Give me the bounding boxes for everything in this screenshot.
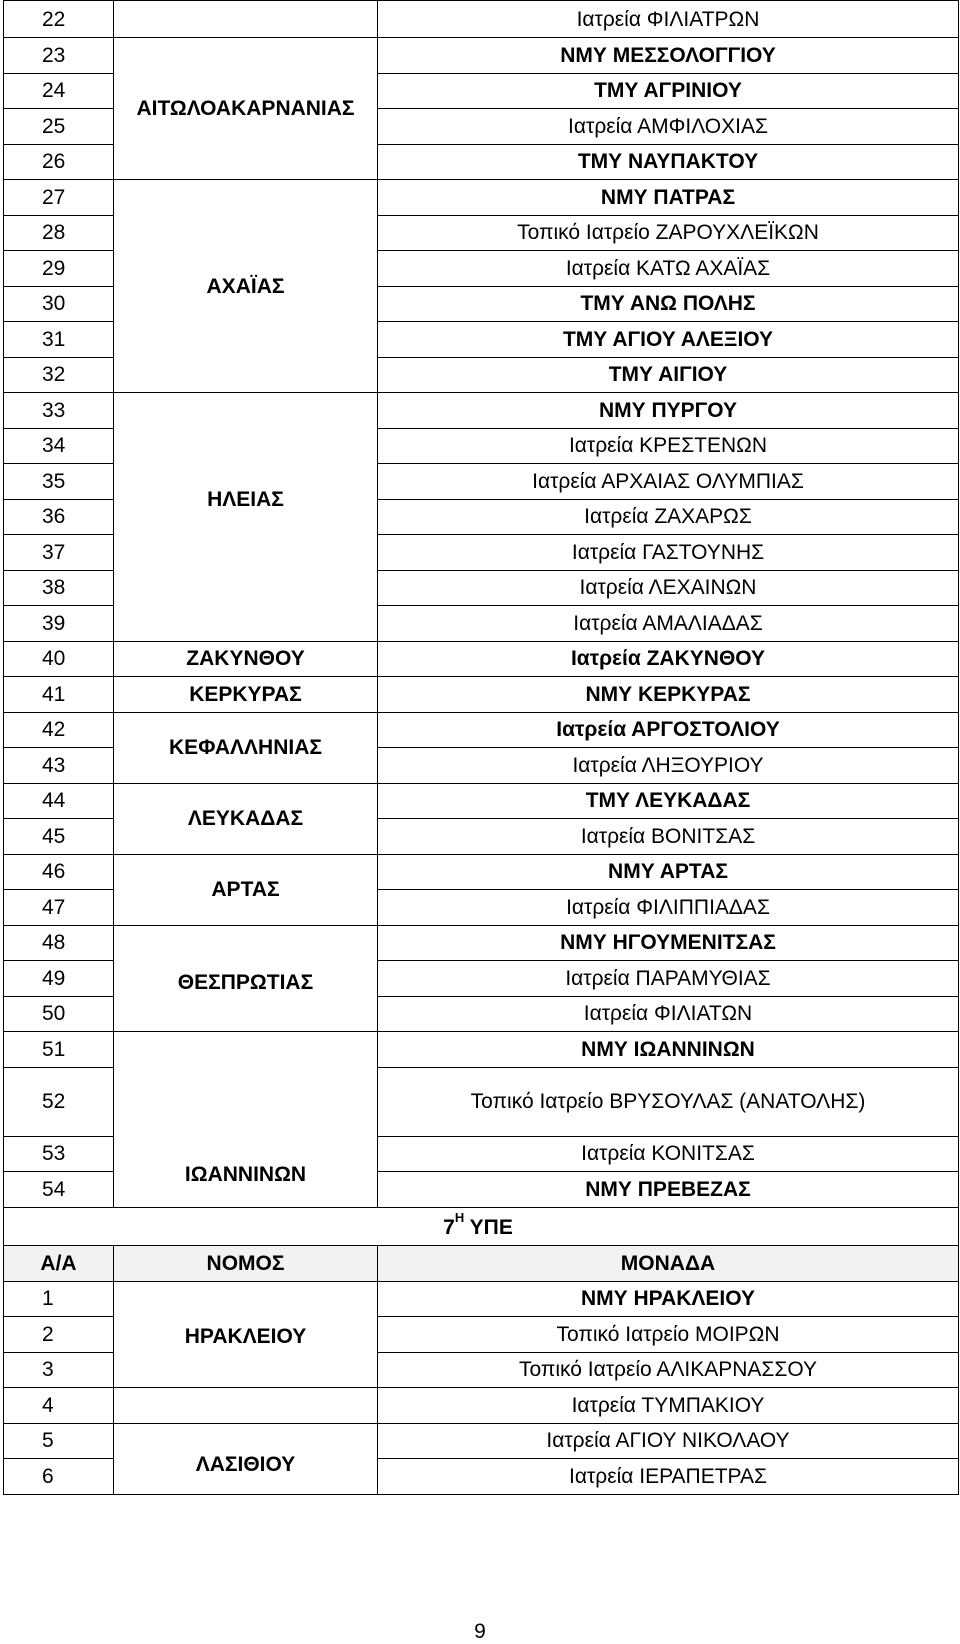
- row-number: 51: [4, 1032, 114, 1068]
- table-row: [4, 38, 959, 74]
- unit-cell: ΤΜΥ ΑΙΓΙΟΥ: [378, 357, 959, 393]
- row-number: 28: [4, 215, 114, 251]
- row-number: 3: [4, 1352, 114, 1388]
- row-number: 39: [4, 606, 114, 642]
- table-row: [4, 712, 959, 748]
- table-row: [4, 1281, 959, 1317]
- table-row: [4, 925, 959, 961]
- units-table: [3, 0, 959, 1495]
- nomos-cell: ΚΕΦΑΛΛΗΝΙΑΣ: [114, 712, 378, 783]
- unit-cell: Ιατρεία ΦΙΛΙΑΤΩΝ: [378, 996, 959, 1032]
- unit-cell: Ιατρεία ΖΑΚΥΝΘΟΥ: [378, 641, 959, 677]
- table-row: [4, 1, 959, 38]
- unit-cell: Ιατρεία ΚΟΝΙΤΣΑΣ: [378, 1136, 959, 1172]
- nomos-cell: ΑΡΤΑΣ: [114, 854, 378, 925]
- unit-cell: ΝΜΥ ΜΕΣΣΟΛΟΓΓΙΟΥ: [378, 38, 959, 74]
- unit-cell: Ιατρεία ΙΕΡΑΠΕΤΡΑΣ: [378, 1459, 959, 1495]
- nomos-cell: ΛΕΥΚΑΔΑΣ: [114, 783, 378, 854]
- header-aa: Α/Α: [4, 1245, 114, 1281]
- row-number: 45: [4, 819, 114, 855]
- row-number: 43: [4, 748, 114, 784]
- row-number: 50: [4, 996, 114, 1032]
- unit-cell: ΤΜΥ ΝΑΥΠΑΚΤΟΥ: [378, 144, 959, 180]
- table-row: [4, 854, 959, 890]
- unit-cell: ΝΜΥ ΙΩΑΝΝΙΝΩΝ: [378, 1032, 959, 1068]
- nomos-cell: [114, 1388, 378, 1424]
- row-number: 32: [4, 357, 114, 393]
- unit-cell: Ιατρεία ΚΡΕΣΤΕΝΩΝ: [378, 428, 959, 464]
- page-number: 9: [474, 1620, 486, 1643]
- row-number: 22: [4, 1, 114, 38]
- nomos-cell: ΙΩΑΝΝΙΝΩΝ: [114, 1032, 378, 1208]
- unit-cell: Ιατρεία ΑΡΓΟΣΤΟΛΙΟΥ: [378, 712, 959, 748]
- unit-cell: Ιατρεία ΠΑΡΑΜΥΘΙΑΣ: [378, 961, 959, 997]
- unit-cell: Ιατρεία ΒΟΝΙΤΣΑΣ: [378, 819, 959, 855]
- row-number: 24: [4, 73, 114, 109]
- section-title-text: ΥΠΕ: [469, 1215, 513, 1239]
- row-number: 29: [4, 251, 114, 287]
- unit-cell: ΝΜΥ ΚΕΡΚΥΡΑΣ: [378, 677, 959, 713]
- unit-cell: ΤΜΥ ΑΝΩ ΠΟΛΗΣ: [378, 286, 959, 322]
- unit-cell: ΝΜΥ ΗΡΑΚΛΕΙΟΥ: [378, 1281, 959, 1317]
- table-header-row: [4, 1245, 959, 1281]
- unit-cell: ΝΜΥ ΑΡΤΑΣ: [378, 854, 959, 890]
- table-row: [4, 783, 959, 819]
- nomos-cell: ΛΑΣΙΘΙΟΥ: [114, 1423, 378, 1494]
- row-number: 34: [4, 428, 114, 464]
- unit-cell: Ιατρεία ΖΑΧΑΡΩΣ: [378, 499, 959, 535]
- unit-cell: ΤΜΥ ΛΕΥΚΑΔΑΣ: [378, 783, 959, 819]
- unit-cell: ΝΜΥ ΠΡΕΒΕΖΑΣ: [378, 1172, 959, 1208]
- table-row: [4, 1388, 959, 1424]
- unit-cell: Ιατρεία ΑΓΙΟΥ ΝΙΚΟΛΑΟΥ: [378, 1423, 959, 1459]
- row-number: 46: [4, 854, 114, 890]
- row-number: 6: [4, 1459, 114, 1495]
- row-number: 49: [4, 961, 114, 997]
- section-title-superscript: Η: [454, 1209, 465, 1225]
- unit-cell: ΝΜΥ ΠΑΤΡΑΣ: [378, 180, 959, 216]
- row-number: 48: [4, 925, 114, 961]
- table-row: [4, 1423, 959, 1459]
- unit-cell: Τοπικό Ιατρείο ΒΡΥΣΟΥΛΑΣ (ΑΝΑΤΟΛΗΣ): [378, 1067, 959, 1136]
- row-number: 41: [4, 677, 114, 713]
- table-row: [4, 393, 959, 429]
- unit-cell: Τοπικό Ιατρείο ΖΑΡΟΥΧΛΕΪΚΩΝ: [378, 215, 959, 251]
- row-number: 4: [4, 1388, 114, 1424]
- unit-cell: ΤΜΥ ΑΓΙΟΥ ΑΛΕΞΙΟΥ: [378, 322, 959, 358]
- nomos-cell: [114, 1, 378, 38]
- row-number: 47: [4, 890, 114, 926]
- nomos-cell: ΘΕΣΠΡΩΤΙΑΣ: [114, 925, 378, 1032]
- row-number: 53: [4, 1136, 114, 1172]
- row-number: 37: [4, 535, 114, 571]
- table-row: [4, 641, 959, 677]
- unit-cell: ΤΜΥ ΑΓΡΙΝΙΟΥ: [378, 73, 959, 109]
- nomos-cell: ΖΑΚΥΝΘΟΥ: [114, 641, 378, 677]
- header-monada: ΜΟΝΑΔΑ: [378, 1245, 959, 1281]
- unit-cell: Ιατρεία ΑΡΧΑΙΑΣ ΟΛΥΜΠΙΑΣ: [378, 464, 959, 500]
- unit-cell: ΝΜΥ ΗΓΟΥΜΕΝΙΤΣΑΣ: [378, 925, 959, 961]
- table-row: [4, 1032, 959, 1068]
- table-row: [4, 180, 959, 216]
- row-number: 30: [4, 286, 114, 322]
- row-number: 52: [4, 1067, 114, 1136]
- row-number: 2: [4, 1317, 114, 1353]
- unit-cell: Ιατρεία ΑΜΑΛΙΑΔΑΣ: [378, 606, 959, 642]
- row-number: 26: [4, 144, 114, 180]
- row-number: 33: [4, 393, 114, 429]
- unit-cell: Ιατρεία ΚΑΤΩ ΑΧΑΪΑΣ: [378, 251, 959, 287]
- unit-cell: Ιατρεία ΤΥΜΠΑΚΙΟΥ: [378, 1388, 959, 1424]
- section-title: [4, 1207, 959, 1245]
- header-nomos: ΝΟΜΟΣ: [114, 1245, 378, 1281]
- section-title-row: [4, 1207, 959, 1245]
- row-number: 31: [4, 322, 114, 358]
- nomos-cell: ΑΧΑΪΑΣ: [114, 180, 378, 393]
- row-number: 23: [4, 38, 114, 74]
- unit-cell: Τοπικό Ιατρείο ΜΟΙΡΩΝ: [378, 1317, 959, 1353]
- unit-cell: ΝΜΥ ΠΥΡΓΟΥ: [378, 393, 959, 429]
- unit-cell: Ιατρεία ΑΜΦΙΛΟΧΙΑΣ: [378, 109, 959, 145]
- row-number: 35: [4, 464, 114, 500]
- unit-cell: Ιατρεία ΓΑΣΤΟΥΝΗΣ: [378, 535, 959, 571]
- unit-cell: Ιατρεία ΛΗΞΟΥΡΙΟΥ: [378, 748, 959, 784]
- row-number: 42: [4, 712, 114, 748]
- unit-cell: Ιατρεία ΛΕΧΑΙΝΩΝ: [378, 570, 959, 606]
- row-number: 36: [4, 499, 114, 535]
- row-number: 25: [4, 109, 114, 145]
- section-title-number: 7: [443, 1215, 455, 1239]
- row-number: 38: [4, 570, 114, 606]
- row-number: 54: [4, 1172, 114, 1208]
- table-row: [4, 677, 959, 713]
- unit-cell: Ιατρεία ΦΙΛΙΠΠΙΑΔΑΣ: [378, 890, 959, 926]
- unit-cell: Ιατρεία ΦΙΛΙΑΤΡΩΝ: [378, 1, 959, 38]
- row-number: 27: [4, 180, 114, 216]
- nomos-cell: ΗΡΑΚΛΕΙΟΥ: [114, 1281, 378, 1388]
- row-number: 44: [4, 783, 114, 819]
- unit-cell: Τοπικό Ιατρείο ΑΛΙΚΑΡΝΑΣΣΟΥ: [378, 1352, 959, 1388]
- units-table-body: [4, 1, 959, 1495]
- row-number: 1: [4, 1281, 114, 1317]
- nomos-cell: ΑΙΤΩΛΟΑΚΑΡΝΑΝΙΑΣ: [114, 38, 378, 180]
- nomos-cell: ΚΕΡΚΥΡΑΣ: [114, 677, 378, 713]
- row-number: 40: [4, 641, 114, 677]
- row-number: 5: [4, 1423, 114, 1459]
- nomos-cell: ΗΛΕΙΑΣ: [114, 393, 378, 642]
